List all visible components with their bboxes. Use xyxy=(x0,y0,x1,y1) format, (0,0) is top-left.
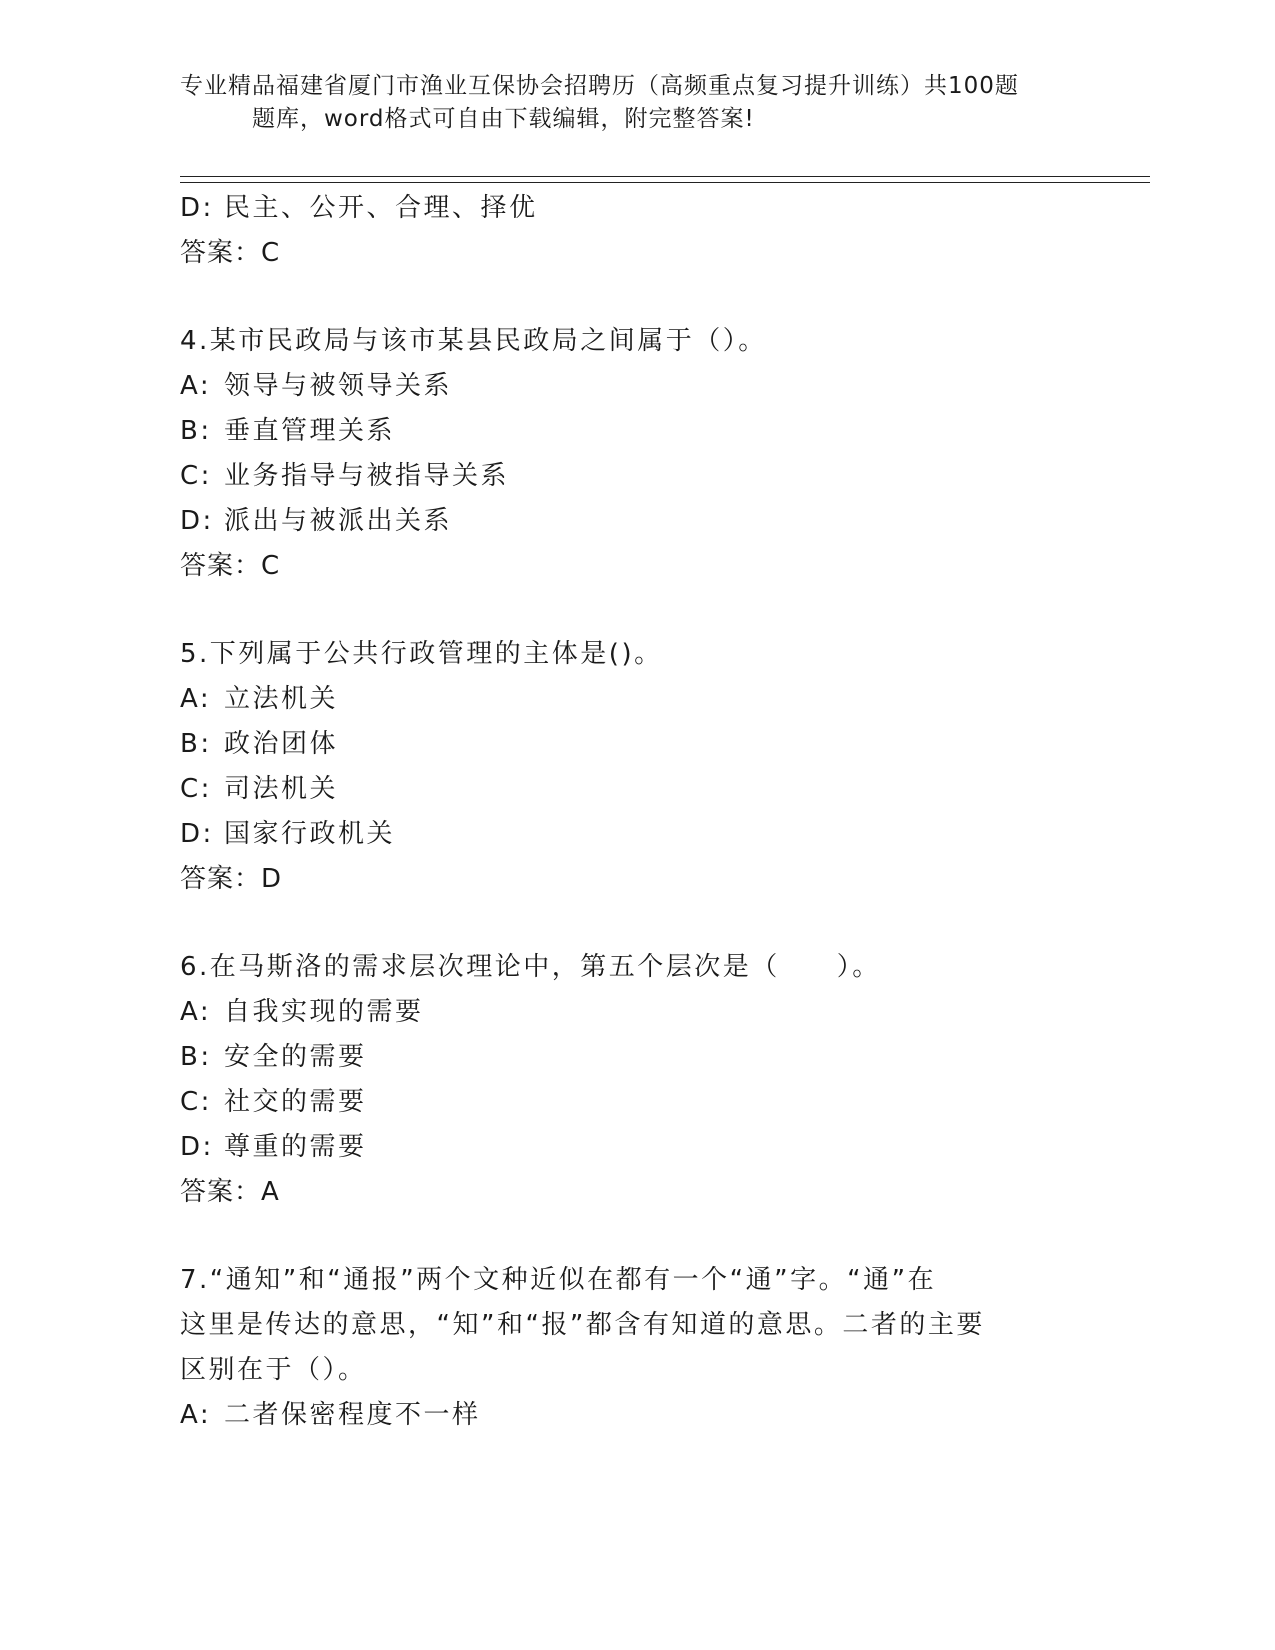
option-text: 业务指导与被指导关系 xyxy=(224,461,510,491)
question-stem-line: 区别在于（）。 xyxy=(180,1355,367,1385)
question-stem-line: 6.在马斯洛的需求层次理论中，第五个层次是（ ）。 xyxy=(180,952,881,982)
header-line-2: 题库，word格式可自由下载编辑，附完整答案! xyxy=(252,106,755,132)
option-text: 二者保密程度不一样 xyxy=(224,1400,481,1430)
option-b xyxy=(180,409,1080,454)
option-text: 领导与被领导关系 xyxy=(224,371,453,401)
option-letter: D: xyxy=(180,506,214,536)
question-stem-line: 7.“通知”和“通报”两个文种近似在都有一个“通”字。“通”在 xyxy=(180,1265,937,1295)
option-d xyxy=(180,812,1080,857)
option-letter: D: xyxy=(180,1132,214,1162)
option-text: 自我实现的需要 xyxy=(224,997,424,1027)
answer-line: 答案：A xyxy=(180,1177,280,1207)
option-letter: D: xyxy=(180,193,214,223)
question-stem xyxy=(180,1258,1080,1393)
question-gap xyxy=(180,902,1080,945)
question-content xyxy=(180,186,1080,1438)
option-letter: B: xyxy=(180,729,212,759)
option-text: 尊重的需要 xyxy=(224,1132,367,1162)
option-text: 司法机关 xyxy=(224,774,339,804)
answer-line: 答案：C xyxy=(180,238,281,268)
option-text: 社交的需要 xyxy=(224,1087,367,1117)
option-c xyxy=(180,454,1080,499)
page-header xyxy=(180,70,1040,136)
question-stem xyxy=(180,945,1080,990)
option-letter: A: xyxy=(180,997,212,1027)
question-gap xyxy=(180,276,1080,319)
option-a xyxy=(180,1393,1080,1438)
option-letter: A: xyxy=(180,1400,212,1430)
option-letter: C: xyxy=(180,774,212,804)
answer-line: 答案：C xyxy=(180,551,281,581)
option-text: 安全的需要 xyxy=(224,1042,367,1072)
option-letter: B: xyxy=(180,1042,212,1072)
question-stem xyxy=(180,319,1080,364)
option-a xyxy=(180,990,1080,1035)
option-letter: D: xyxy=(180,819,214,849)
option-a xyxy=(180,677,1080,722)
option-a xyxy=(180,364,1080,409)
option-text: 派出与被派出关系 xyxy=(224,506,453,536)
question-stem-line: 5.下列属于公共行政管理的主体是()。 xyxy=(180,639,663,669)
option-letter: C: xyxy=(180,461,212,491)
answer-line: 答案：D xyxy=(180,864,283,894)
question-gap xyxy=(180,1215,1080,1258)
option-text: 政治团体 xyxy=(224,729,339,759)
question-stem xyxy=(180,632,1080,677)
option-text: 垂直管理关系 xyxy=(224,416,396,446)
option-c xyxy=(180,1080,1080,1125)
option-letter: A: xyxy=(180,371,212,401)
header-divider-top xyxy=(180,176,1150,177)
option-text: 国家行政机关 xyxy=(224,819,396,849)
option-d xyxy=(180,499,1080,544)
option-d xyxy=(180,1125,1080,1170)
header-line-1: 专业精品福建省厦门市渔业互保协会招聘历（高频重点复习提升训练）共100题 xyxy=(180,73,1019,99)
header-divider-bottom xyxy=(180,182,1150,183)
question-gap xyxy=(180,589,1080,632)
option-letter: C: xyxy=(180,1087,212,1117)
option-c xyxy=(180,767,1080,812)
option-b xyxy=(180,722,1080,767)
option-letter: A: xyxy=(180,684,212,714)
question-stem-line: 这里是传达的意思，“知”和“报”都含有知道的意思。二者的主要 xyxy=(180,1310,985,1340)
option-text: 民主、公开、合理、择优 xyxy=(224,193,538,223)
option-b xyxy=(180,1035,1080,1080)
option-letter: B: xyxy=(180,416,212,446)
option-text: 立法机关 xyxy=(224,684,339,714)
option-d xyxy=(180,186,1080,231)
question-stem-line: 4.某市民政局与该市某县民政局之间属于（）。 xyxy=(180,326,767,356)
